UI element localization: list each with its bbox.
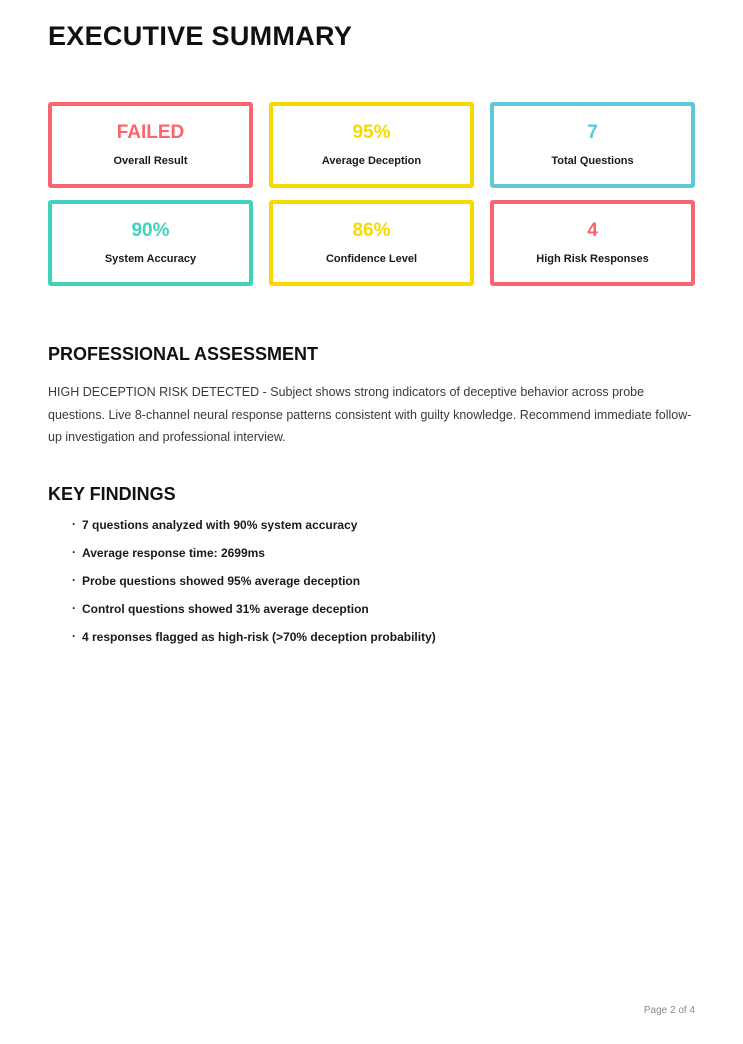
- summary-card-value: 95%: [352, 122, 391, 144]
- key-findings-list: [48, 519, 695, 643]
- summary-card-value: 7: [587, 122, 598, 144]
- summary-card-average-deception: [269, 102, 474, 188]
- list-item: · Probe questions showed 95% average deception: [72, 575, 695, 587]
- summary-card-label: System Accuracy: [104, 253, 197, 266]
- list-item: · 4 responses flagged as high-risk (>70% deception probability): [72, 631, 695, 643]
- summary-card-label: Overall Result: [113, 155, 188, 168]
- summary-card-value: FAILED: [116, 122, 185, 144]
- summary-card-label: Confidence Level: [325, 253, 418, 266]
- summary-card-label: Average Deception: [321, 155, 422, 168]
- summary-card-label: High Risk Responses: [536, 253, 649, 266]
- summary-card-value: 4: [587, 220, 598, 242]
- summary-card-confidence-level: [269, 200, 474, 286]
- summary-card-value: 90%: [131, 220, 170, 242]
- list-item: · Average response time: 2699ms: [72, 547, 695, 559]
- summary-card-total-questions: [490, 102, 695, 188]
- summary-card-value: 86%: [352, 220, 391, 242]
- summary-card-system-accuracy: [48, 200, 253, 286]
- summary-card-label: Total Questions: [551, 155, 634, 168]
- page-title: EXECUTIVE SUMMARY: [48, 21, 353, 51]
- list-item: · Control questions showed 31% average deception: [72, 603, 695, 615]
- summary-cards-grid: [48, 102, 695, 286]
- page-footer: Page 2 of 4: [643, 1005, 695, 1016]
- key-findings-heading: KEY FINDINGS: [48, 484, 176, 505]
- professional-assessment-body: HIGH DECEPTION RISK DETECTED - Subject shows strong indicators of deceptive behavior across probe questions. Live 8-channel neural response patterns consistent with guilty knowledge. Recommend immediate follow-up investigation and professional interview.: [48, 385, 692, 444]
- professional-assessment-heading: PROFESSIONAL ASSESSMENT: [48, 344, 319, 365]
- summary-card-high-risk-responses: [490, 200, 695, 286]
- summary-card-overall-result: [48, 102, 253, 188]
- list-item: · 7 questions analyzed with 90% system accuracy: [72, 519, 695, 531]
